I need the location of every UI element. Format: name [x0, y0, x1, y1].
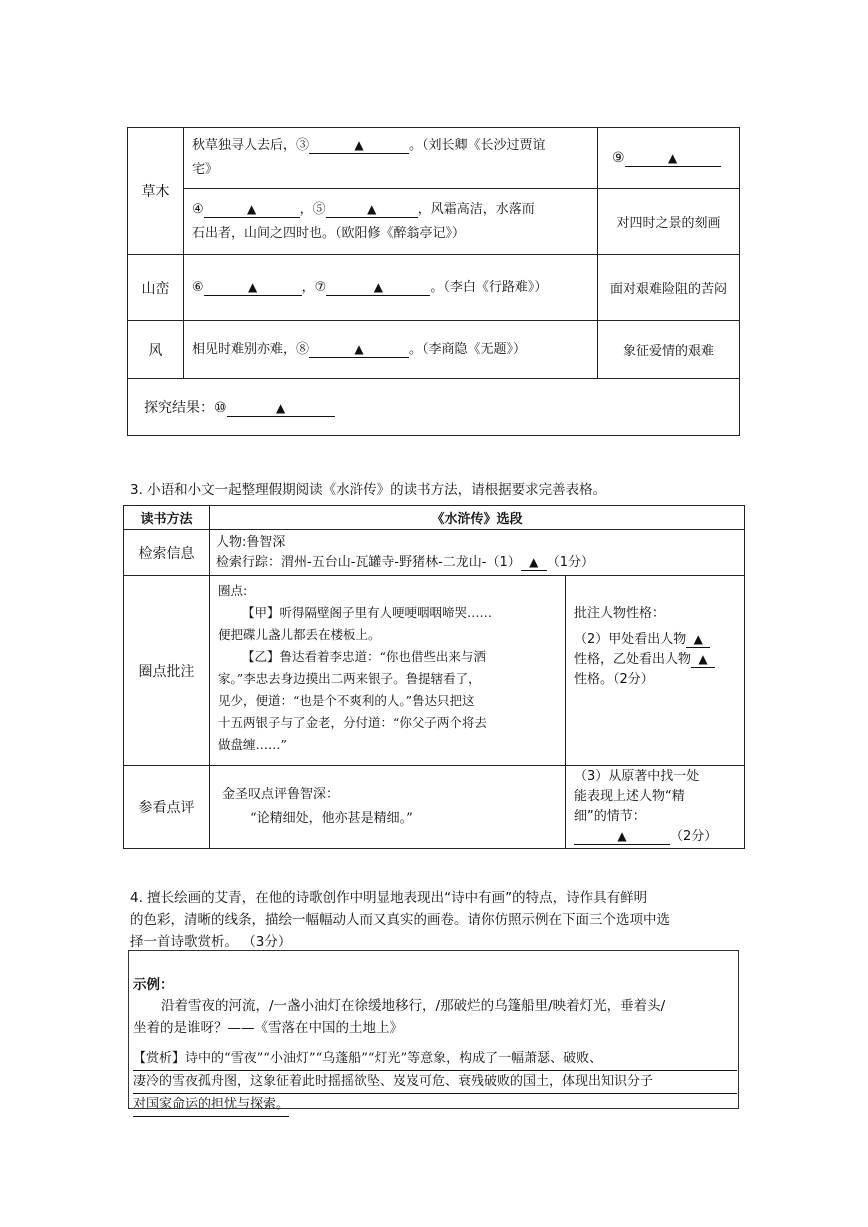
search-cell — [210, 530, 745, 576]
blank-mark: ▲ — [667, 150, 678, 165]
blank-number: ⑧ — [296, 341, 310, 357]
result-label: 探究结果： — [144, 400, 214, 416]
text: 石出者，山间之四时也。（欧阳修《醉翁亭记》） — [192, 225, 466, 241]
text: 【甲】听得隔壁阁子里有人哽哽咽咽啼哭…… — [242, 605, 493, 620]
text: 【乙】鲁达看着李忠道：“你也借些出来与洒 — [242, 649, 486, 664]
reading-method-table — [123, 505, 745, 849]
blank-number: ⑩ — [214, 400, 227, 416]
cell-row2 — [184, 189, 598, 255]
blank-mark: ▲ — [529, 554, 539, 569]
blank-mark: ▲ — [354, 341, 364, 356]
blank-answer[interactable] — [521, 555, 547, 571]
text: 【赏析】诗中的“雪夜”“小油灯”“乌蓬船”“灯光”等意象，构成了一幅萧瑟、破败、 — [133, 1048, 737, 1071]
poetry-table — [127, 127, 740, 436]
blank-mark: ▲ — [248, 279, 258, 294]
cell-row3 — [184, 255, 598, 321]
circle-cell — [210, 576, 566, 766]
row-label-caomu: 草木 — [128, 128, 184, 255]
search-label: 检索信息 — [124, 530, 210, 576]
example-poem — [133, 995, 733, 1039]
text: 。（刘长卿《长沙过贾谊 — [409, 138, 546, 153]
q3-prompt: 3. 小语和小文一起整理假期阅读《水浒传》的读书方法，请根据要求完善表格。 — [130, 482, 607, 498]
cell-row1-right — [598, 128, 740, 189]
text: （2分） — [670, 829, 718, 844]
example-label: 示例： — [133, 977, 174, 993]
blank-answer[interactable] — [227, 401, 335, 417]
cell-row3-right: 面对艰难险阻的苦闷 — [598, 255, 740, 321]
text: 相见时难别亦难， — [192, 341, 297, 357]
text: 批注人物性格： — [574, 606, 666, 621]
blank-number: ③ — [296, 138, 310, 153]
blank-answer[interactable] — [309, 342, 409, 358]
blank-mark: ▲ — [373, 279, 383, 294]
text: 。（李商隐《无题》） — [409, 341, 527, 357]
text: 。（李白《行路难》） — [430, 279, 548, 295]
text: ， — [299, 201, 313, 217]
cell-row1 — [184, 128, 598, 189]
q4-prompt — [130, 887, 750, 953]
example-box-bottom — [129, 1108, 738, 1109]
blank-number: ⑥ — [192, 279, 204, 295]
text: “论精细处，他亦甚是精细。” — [250, 811, 413, 826]
text: 人物:鲁智深 — [216, 534, 286, 550]
appreciation — [133, 1048, 737, 1117]
text: 凄冷的雪夜孤舟图，这象征着此时摇摇欲坠、岌岌可危、衰残破败的国土，体现出知识分子 — [133, 1071, 737, 1094]
text: 家。”李忠去身边摸出二两来银子。鲁提辖看了， — [218, 671, 481, 686]
text: 十五两银子与了金老，分付道：“你父子两个将去 — [218, 715, 487, 730]
blank-answer[interactable] — [625, 151, 721, 167]
text: （3）从原著中找一处 — [574, 769, 700, 784]
text: 对国家命运的担忧与探索。 — [133, 1094, 289, 1117]
ref-cell — [210, 766, 566, 849]
blank-mark: ▲ — [354, 138, 364, 152]
blank-mark: ▲ — [617, 829, 627, 843]
text: （1分） — [546, 554, 595, 570]
blank-answer[interactable] — [309, 138, 409, 154]
text: 秋草独寻人去后， — [192, 138, 297, 153]
text: 沿着雪夜的河流，/一盏小油灯在徐缓地移行，/那破烂的乌篷船里/映着灯光，垂着头/ — [161, 998, 666, 1014]
text: 便把碟儿盏儿都丢在楼板上。 — [218, 627, 381, 642]
text: 4. 擅长绘画的艾青，在他的诗歌创作中明显地表现出“诗中有画”的特点，诗作具有鲜明 — [130, 890, 648, 906]
annot-cell — [566, 576, 745, 766]
text: 宅》 — [192, 162, 219, 177]
text: 圈点: — [218, 583, 248, 598]
example-box — [128, 950, 739, 1112]
text: 择一首诗歌赏析。 （3分） — [130, 934, 292, 950]
blank-number: ⑦ — [314, 279, 327, 295]
ref-question-cell — [566, 766, 745, 849]
blank-number: ④ — [192, 201, 204, 217]
text: 见少，便道：“也是个不爽利的人。”鲁达只把这 — [218, 693, 475, 708]
blank-number: ⑤ — [312, 201, 326, 217]
blank-answer[interactable] — [686, 632, 710, 648]
text: 做盘缠……” — [218, 737, 287, 752]
text: ，风霜高洁，水落而 — [417, 201, 535, 217]
blank-answer[interactable] — [574, 829, 670, 845]
blank-number: ⑨ — [612, 149, 625, 166]
blank-mark: ▲ — [693, 632, 703, 646]
header-excerpt: 《水浒传》选段 — [210, 506, 745, 530]
cell-row4-right: 象征爱情的艰难 — [598, 321, 740, 379]
text: 的色彩，清晰的线条，描绘一幅幅动人而又真实的画卷。请你仿照示例在下面三个选项中选 — [130, 912, 670, 928]
blank-answer[interactable] — [691, 652, 715, 668]
text: 检索行踪：渭州-五台山-瓦罐寺-野猪林-二龙山-（1） — [216, 554, 521, 570]
cell-row4 — [184, 321, 598, 379]
blank-mark: ▲ — [698, 652, 708, 666]
blank-mark: ▲ — [275, 401, 286, 415]
text: 性格。（2分） — [574, 672, 654, 687]
cell-result — [128, 379, 740, 436]
row-label-shanluan: 山峦 — [128, 255, 184, 321]
text: 坐着的是谁呀？——《雪落在中国的土地上》 — [133, 1020, 403, 1036]
cell-row2-right: 对四时之景的刻画 — [598, 189, 740, 255]
text: （2）甲处看出人物 — [574, 632, 687, 647]
text: 能表现上述人物“精 — [574, 789, 685, 804]
blank-mark: ▲ — [247, 201, 257, 216]
text: ， — [301, 279, 315, 295]
blank-mark: ▲ — [367, 201, 377, 216]
ref-label: 参看点评 — [124, 766, 210, 849]
header-method: 读书方法 — [124, 506, 210, 530]
blank-answer[interactable] — [326, 202, 418, 218]
text: 细”的情节： — [574, 809, 646, 824]
text: 性格，乙处看出人物 — [574, 652, 692, 667]
circle-label: 圈点批注 — [124, 576, 210, 766]
blank-answer[interactable] — [326, 280, 430, 296]
blank-answer[interactable] — [204, 280, 302, 296]
row-label-feng: 风 — [128, 321, 184, 379]
text: 金圣叹点评鲁智深： — [222, 787, 340, 802]
blank-answer[interactable] — [204, 202, 300, 218]
